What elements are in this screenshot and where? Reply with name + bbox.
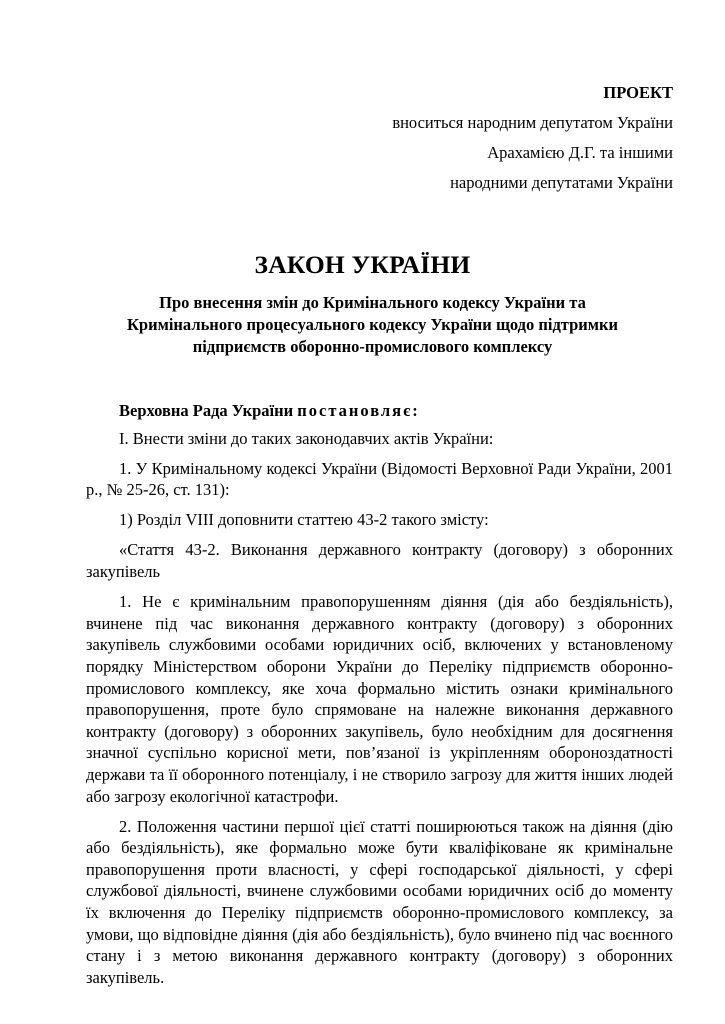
document-body: [86, 400, 673, 997]
preamble-spaced: постановляє:: [297, 401, 420, 420]
document-header: [392, 78, 673, 198]
section-1: І. Внести зміни до таких законодавчих актів України:: [119, 428, 494, 448]
item-1: 1. У Кримінальному кодексі України (Відомості Верховної Ради України, 2001 р., № 25-26, ст. 131):: [86, 458, 673, 500]
article-part-1: 1. Не є кримінальним правопорушенням діяння (дія або бездіяльність), вчинене під час виконання державного контракту (договору) з оборонних закупівель службовими особами юридичних осіб, включених у встановленому порядку Міністерством оборони України до Переліку підприємств оборонно-промислового комплексу, яке хоча формально містить ознаки кримінального правопорушення, проте було спрямоване на належне виконання державного контракту (договору) з оборонних закупівель, було необхідним для досягнення значної суспільно корисної мети, пов’язаної із укріпленням обороноздатності держави та її оборонного потенціалу, і не створило загрозу для життя інших людей або загрозу екологічної катастрофи.: [86, 592, 673, 806]
law-title: ЗАКОН УКРАЇНИ: [254, 250, 471, 279]
deputies-line: народними депутатами України: [450, 173, 673, 192]
project-label: ПРОЕКТ: [603, 83, 673, 102]
preamble-bold: Верховна Рада України: [119, 401, 294, 420]
article-title: «Стаття 43-2. Виконання державного контракту (договору) з оборонних закупівель: [86, 540, 673, 582]
subitem-1: 1) Розділ VIII доповнити статтею 43-2 такого змісту:: [119, 510, 489, 530]
author-line: Арахамією Д.Г. та іншими: [487, 143, 673, 162]
article-part-2: 2. Положення частини першої цієї статті поширюються також на діяння (дію або бездіяльність), яке формально може бути кваліфіковане як кримінальне правопорушення проти власності, у сфері господарської діяльності, у сфері службової діяльності, вчинене службовими особами юридичних осіб до моменту їх включення до Переліку підприємств оборонно-промислового комплексу, за умови, що відповідне діяння (дія або бездіяльність), було вчинено під час воєнного стану і з метою виконання державного контракту (договору) з оборонних закупівель.: [86, 816, 673, 987]
preamble: [86, 400, 673, 422]
law-subtitle: Про внесення змін до Кримінального кодексу України та Кримінального процесуального кодексу України щодо підтримки підприємств оборонно-промислового комплексу: [126, 293, 619, 356]
submitted-line: вноситься народним депутатом України: [392, 113, 673, 132]
